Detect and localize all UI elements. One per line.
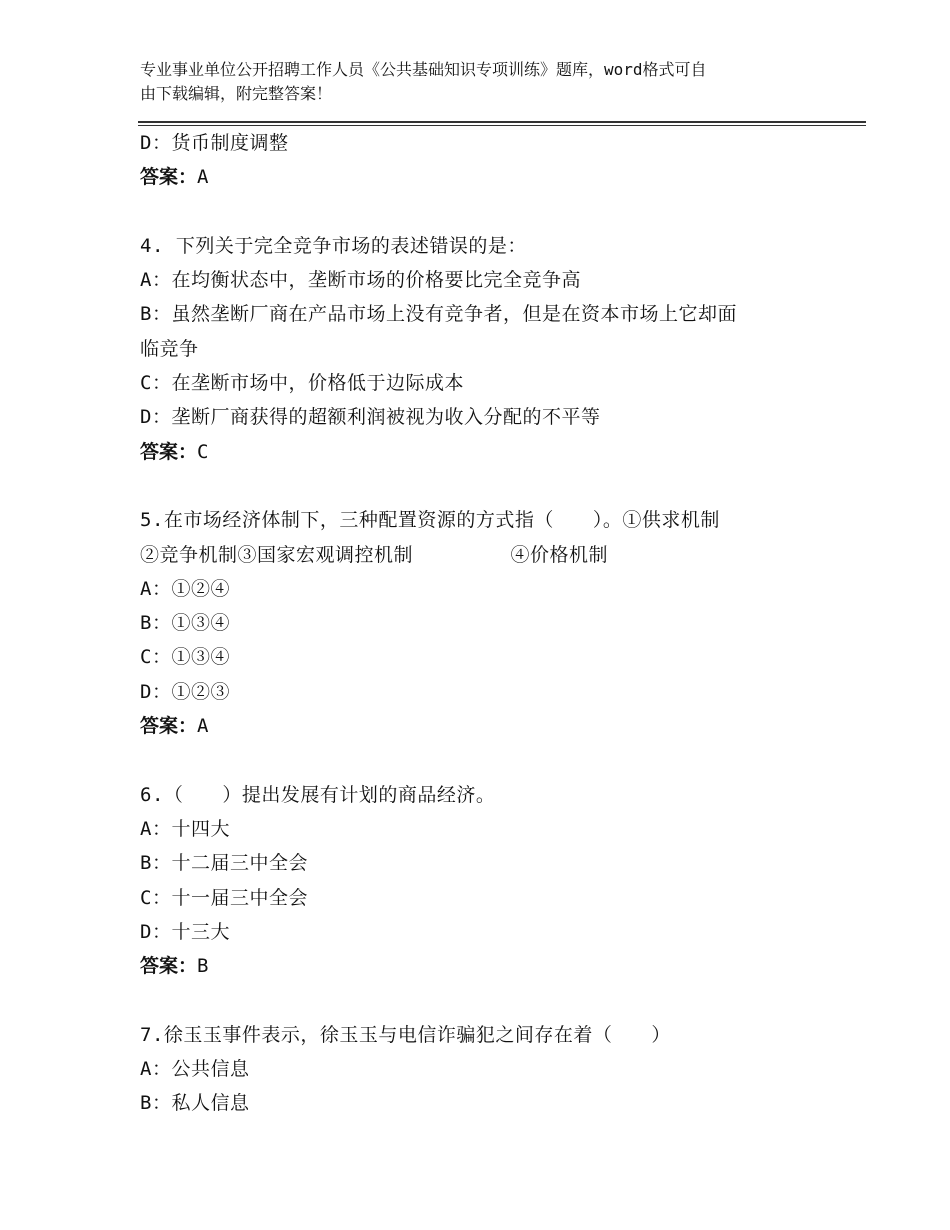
- spacer: [140, 469, 840, 503]
- header-line-2: 由下载编辑，附完整答案！: [140, 84, 333, 103]
- q4-answer: [140, 435, 840, 469]
- q6-stem: 6.（ ）提出发展有计划的商品经济。: [140, 783, 496, 806]
- q5-option-a: A：①②④: [140, 577, 230, 600]
- q3-answer: [140, 160, 840, 194]
- q6-option-d: D：十三大: [140, 920, 230, 943]
- answer-value: A: [197, 166, 209, 189]
- q6-option-c: C：十一届三中全会: [140, 886, 308, 909]
- q7-stem: 7.徐玉玉事件表示，徐玉玉与电信诈骗犯之间存在着（ ）: [140, 1023, 671, 1046]
- answer-label: 答案：: [140, 715, 198, 738]
- spacer: [140, 983, 840, 1017]
- q5-stem-line-1: 5.在市场经济体制下，三种配置资源的方式指（ ）。①供求机制: [140, 509, 720, 532]
- q4-stem: 4. 下列关于完全竞争市场的表述错误的是：: [140, 234, 527, 257]
- answer-value: B: [197, 955, 209, 978]
- q6-option-a: A：十四大: [140, 817, 230, 840]
- q4-option-d: D：垄断厂商获得的超额利润被视为收入分配的不平等: [140, 406, 601, 429]
- answer-label: 答案：: [140, 166, 198, 189]
- q6-answer: [140, 949, 840, 983]
- q7-option-a: A：公共信息: [140, 1058, 250, 1081]
- spacer: [140, 743, 840, 777]
- answer-label: 答案：: [140, 440, 198, 463]
- answer-value: A: [197, 715, 209, 738]
- q4-option-b-cont: 临竞争: [140, 337, 199, 360]
- q6-option-b: B：十二届三中全会: [140, 852, 308, 875]
- header-line-1: 专业事业单位公开招聘工作人员《公共基础知识专项训练》题库，word格式可自: [140, 60, 707, 79]
- answer-value: C: [197, 440, 209, 463]
- q4-option-a: A：在均衡状态中，垄断市场的价格要比完全竞争高: [140, 269, 581, 292]
- spacer: [140, 195, 840, 229]
- q4-option-c: C：在垄断市场中，价格低于边际成本: [140, 372, 464, 395]
- q5-option-b: B：①③④: [140, 612, 230, 635]
- q4-option-b: B：虽然垄断厂商在产品市场上没有竞争者，但是在资本市场上它却面: [140, 303, 737, 326]
- page-header: [140, 58, 820, 106]
- q7-option-b: B：私人信息: [140, 1092, 250, 1115]
- q5-stem-line-2: ②竞争机制③国家宏观调控机制 ④价格机制: [140, 543, 609, 566]
- q5-option-d: D：①②③: [140, 680, 230, 703]
- header-rule-thick: [138, 121, 866, 123]
- question-list: [140, 126, 840, 1121]
- q5-answer: [140, 709, 840, 743]
- q5-option-c: C：①③④: [140, 646, 230, 669]
- answer-label: 答案：: [140, 955, 198, 978]
- q3-option-d: D：货币制度调整: [140, 132, 289, 154]
